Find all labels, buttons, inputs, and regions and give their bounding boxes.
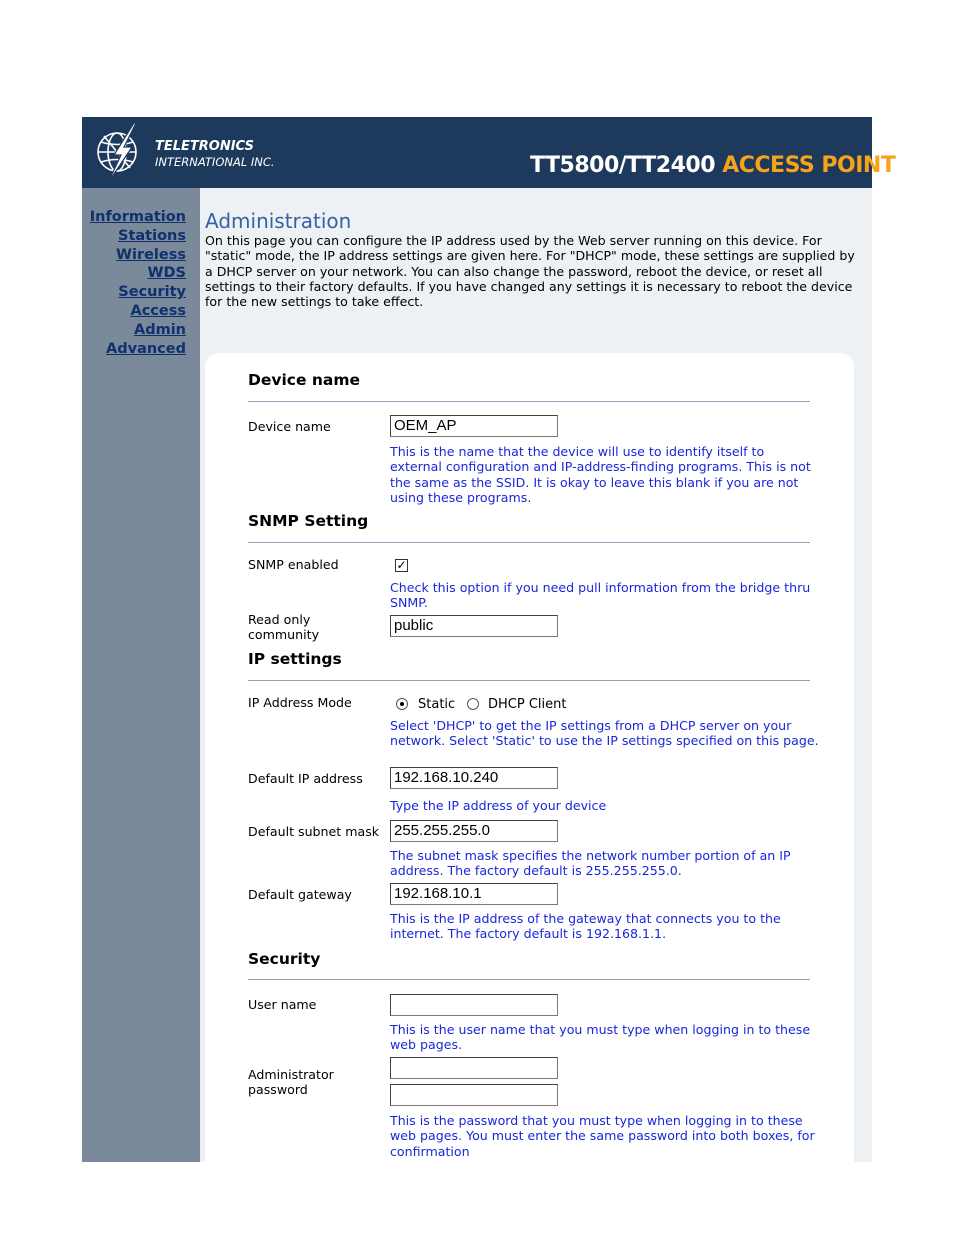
section-title-snmp: SNMP Setting xyxy=(248,512,369,530)
sidebar-nav xyxy=(90,208,186,358)
ip-mode-static-radio[interactable] xyxy=(396,698,408,710)
section-divider xyxy=(248,542,810,543)
ip-mode-dhcp-radio[interactable] xyxy=(467,698,479,710)
header-banner xyxy=(82,117,896,188)
admin-password-confirm-input[interactable] xyxy=(390,1084,558,1106)
sidebar xyxy=(82,188,200,1162)
admin-password-help: This is the password that you must type when logging in to these web pages. You must enter the same password into both boxes, for confirmation xyxy=(390,1113,815,1159)
user-name-label: User name xyxy=(248,997,317,1012)
product-type: ACCESS POINT xyxy=(722,153,896,178)
default-ip-input[interactable]: 192.168.10.240 xyxy=(390,767,558,789)
app-frame xyxy=(82,117,896,1162)
device-name-input[interactable]: OEM_AP xyxy=(390,415,558,437)
company-name-line2: INTERNATIONAL INC. xyxy=(155,155,275,169)
settings-panel xyxy=(205,353,854,1253)
default-gateway-label: Default gateway xyxy=(248,887,352,902)
section-divider xyxy=(248,680,810,681)
ip-mode-help: Select 'DHCP' to get the IP settings from a DHCP server on your network. Select 'Static' to use the IP settings specified on this page. xyxy=(390,718,819,749)
device-name-label: Device name xyxy=(248,419,331,434)
admin-password-label: Administrator password xyxy=(248,1067,334,1097)
ip-mode-static-label: Static xyxy=(418,697,456,712)
sidebar-item-security[interactable]: Security xyxy=(118,284,186,301)
subnet-mask-help: The subnet mask specifies the network number portion of an IP address. The factory default is 255.255.255.0. xyxy=(390,848,791,879)
section-divider xyxy=(248,979,810,980)
sidebar-item-information[interactable]: Information xyxy=(89,209,186,225)
product-model: TT5800/TT2400 xyxy=(530,153,716,178)
page-title: Administration xyxy=(205,209,352,233)
sidebar-item-access[interactable]: Access xyxy=(130,302,186,319)
admin-password-input[interactable] xyxy=(390,1057,558,1079)
radio-selected-dot xyxy=(400,702,404,706)
default-gateway-input[interactable]: 192.168.10.1 xyxy=(390,883,558,905)
default-gateway-help: This is the IP address of the gateway that connects you to the internet. The factory default is 192.168.1.1. xyxy=(390,911,781,942)
ip-mode-dhcp-label: DHCP Client xyxy=(488,697,567,712)
snmp-community-input[interactable]: public xyxy=(390,615,558,637)
page-intro: On this page you can configure the IP address used by the Web server running on this device. For "static" mode, the IP address settings are given here. For "DHCP" mode, these settings are supplied by a DHCP server on your network. You can also change the password, reboot the device, or reset all settings to their factory defaults. If you have changed any settings it is necessary to reboot the device for the new settings to take effect. xyxy=(205,233,855,310)
subnet-mask-input[interactable]: 255.255.255.0 xyxy=(390,820,558,842)
section-divider xyxy=(248,401,810,402)
sidebar-item-advanced[interactable]: Advanced xyxy=(106,340,186,357)
device-name-help: This is the name that the device will use to identify itself to external configuration and IP-address-finding programs. This is not the same as the SSID. It is okay to leave this blank if you are not using these programs. xyxy=(390,444,811,505)
snmp-community-label: Read only community xyxy=(248,612,320,642)
default-ip-label: Default IP address xyxy=(248,771,363,786)
default-ip-help: Type the IP address of your device xyxy=(390,798,607,813)
snmp-enabled-checkbox[interactable] xyxy=(395,559,408,572)
snmp-enabled-label: SNMP enabled xyxy=(248,557,339,572)
user-name-help: This is the user name that you must type when logging in to these web pages. xyxy=(390,1022,811,1053)
section-title-ip-settings: IP settings xyxy=(248,650,342,668)
sidebar-item-wds[interactable]: WDS xyxy=(147,265,186,282)
checkmark-icon: ✓ xyxy=(396,558,407,572)
section-title-security: Security xyxy=(248,950,321,968)
sidebar-item-stations[interactable]: Stations xyxy=(118,227,186,244)
snmp-enabled-help: Check this option if you need pull information from the bridge thru SNMP. xyxy=(390,580,811,611)
ip-mode-label: IP Address Mode xyxy=(248,695,352,710)
section-title-device-name: Device name xyxy=(248,371,361,389)
subnet-mask-label: Default subnet mask xyxy=(248,824,380,839)
product-title xyxy=(530,153,895,178)
company-name-line1: TELETRONICS xyxy=(155,139,254,154)
sidebar-item-wireless[interactable]: Wireless xyxy=(115,246,186,263)
sidebar-item-admin[interactable]: Admin xyxy=(133,321,186,338)
main-content xyxy=(200,188,872,1162)
user-name-input[interactable] xyxy=(390,994,558,1016)
globe-lightning-logo-icon xyxy=(90,121,150,185)
